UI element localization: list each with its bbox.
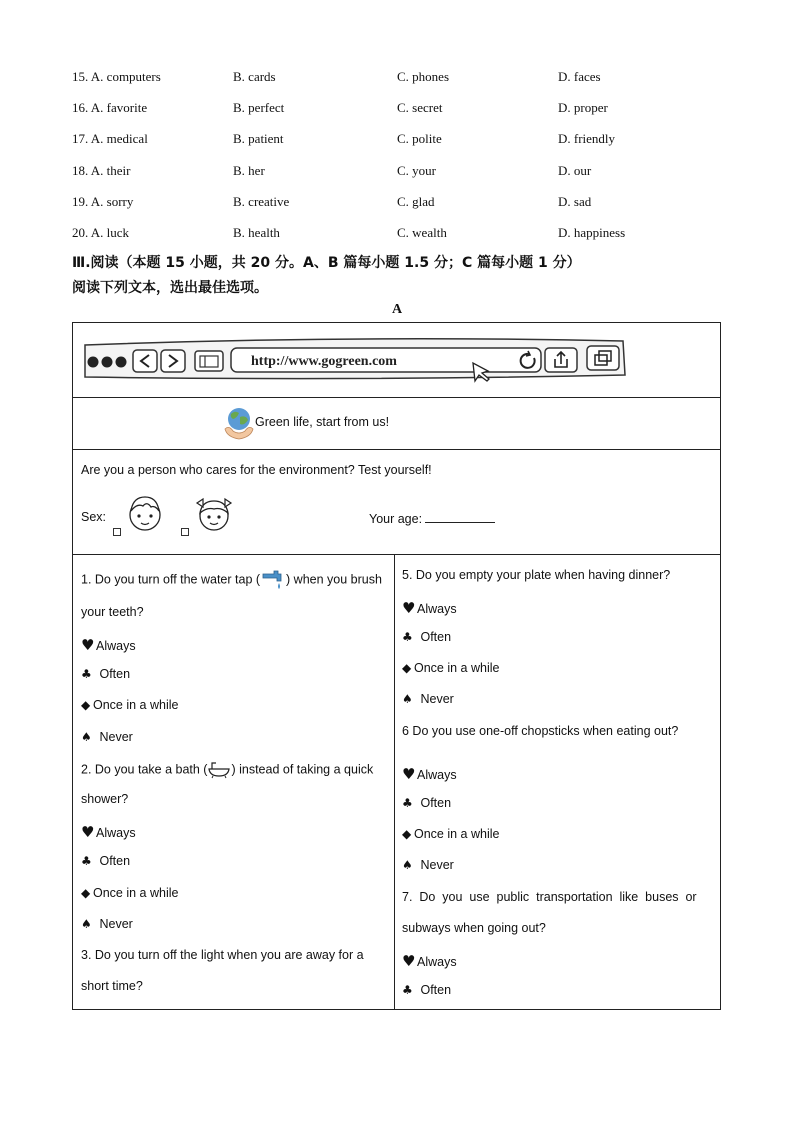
question-2-line-1 xyxy=(81,761,386,779)
option-often[interactable] xyxy=(402,630,451,644)
option-c: C. secret xyxy=(397,100,443,116)
option-a: 19. A. sorry xyxy=(72,193,134,209)
option-label: Never xyxy=(420,692,454,706)
question-7-line-1: 7. Do you use public transportation like buses or xyxy=(402,890,697,904)
option-d: D. our xyxy=(558,162,592,178)
option-a: 15. A. computers xyxy=(72,69,161,84)
option-c: C. polite xyxy=(397,131,442,147)
spade-icon: ♠ xyxy=(402,858,413,872)
questions-right-column xyxy=(394,554,720,1009)
option-a: 17. A. medical xyxy=(72,131,148,147)
passage-label: A xyxy=(391,302,403,317)
question-7-line-2: subways when going out? xyxy=(402,921,546,935)
option-label: Often xyxy=(420,630,452,644)
option-always[interactable] xyxy=(81,823,136,841)
option-never[interactable] xyxy=(81,730,133,744)
slogan-text: Green life, start from us! xyxy=(255,415,390,429)
spade-icon: ♠ xyxy=(402,692,413,706)
option-b: B. perfect xyxy=(233,100,285,116)
sex-boy-checkbox[interactable] xyxy=(113,528,121,536)
mcq-row-15 xyxy=(72,66,722,97)
spade-icon: ♠ xyxy=(81,917,92,931)
option-d: D. faces xyxy=(558,69,601,84)
age-label-text: Your age: xyxy=(369,512,423,526)
option-d: D. happiness xyxy=(558,224,626,240)
option-label: Always xyxy=(417,955,457,969)
option-once-in-a-while[interactable] xyxy=(81,886,178,900)
option-d: D. friendly xyxy=(558,131,616,147)
option-d: D. sad xyxy=(558,193,592,209)
option-d: D. proper xyxy=(558,100,608,116)
question-3-line-2: short time? xyxy=(81,979,143,993)
option-label: Once in a while xyxy=(414,661,500,675)
option-once-in-a-while[interactable] xyxy=(81,698,178,712)
question-1-line-1 xyxy=(81,568,386,592)
option-label: Often xyxy=(99,854,131,868)
option-c: C. glad xyxy=(397,193,435,209)
option-b: B. her xyxy=(233,162,265,178)
option-often[interactable] xyxy=(402,796,451,810)
option-often[interactable] xyxy=(81,667,130,681)
question-3-line-1: 3. Do you turn off the light when you are away for a xyxy=(81,948,364,962)
question-5-line-1: 5. Do you empty your plate when having dinner? xyxy=(402,568,671,582)
water-tap-icon xyxy=(260,568,286,592)
passage-a-frame xyxy=(72,322,721,1010)
option-label: Never xyxy=(99,917,133,931)
option-always[interactable] xyxy=(402,952,457,970)
heart-icon: ♥ xyxy=(81,823,95,841)
diamond-icon: ◆ xyxy=(402,827,412,841)
option-label: Always xyxy=(417,768,457,782)
option-label: Often xyxy=(99,667,131,681)
option-c: C. phones xyxy=(397,69,449,84)
mcq-row-16 xyxy=(72,97,722,128)
browser-row xyxy=(73,323,720,398)
question-2-line-2: shower? xyxy=(81,792,129,806)
option-label: Always xyxy=(417,602,457,616)
section-title: Ⅲ.阅读（本题 15 小题，共 20 分。A、B 篇每小题 1.5 分；C 篇每小题 1 分） xyxy=(72,255,581,271)
option-always[interactable] xyxy=(81,636,136,654)
mcq-row-18 xyxy=(72,160,722,191)
option-a: 18. A. their xyxy=(72,162,131,178)
section-instruction: 阅读下列文本，选出最佳选项。 xyxy=(72,280,268,296)
heart-icon: ♥ xyxy=(402,952,416,970)
option-often[interactable] xyxy=(81,854,130,868)
heart-icon: ♥ xyxy=(402,765,416,783)
sex-girl-checkbox[interactable] xyxy=(181,528,189,536)
slogan-row xyxy=(73,397,720,450)
option-label: Often xyxy=(420,983,452,997)
option-b: B. patient xyxy=(233,131,284,147)
heart-icon: ♥ xyxy=(402,599,416,617)
club-icon: ♣ xyxy=(402,796,413,810)
option-b: B. health xyxy=(233,224,280,240)
mcq-row-19 xyxy=(72,191,722,222)
test-intro-text: Are you a person who cares for the environment? Test yourself! xyxy=(81,463,432,477)
window-dot-icon xyxy=(116,357,127,368)
mcq-row-20 xyxy=(72,222,722,253)
option-label: Always xyxy=(96,826,136,840)
globe-in-hands-icon xyxy=(223,405,255,441)
heart-icon: ♥ xyxy=(81,636,95,654)
questions-left-column xyxy=(73,554,395,1009)
option-c: C. wealth xyxy=(397,224,447,240)
diamond-icon: ◆ xyxy=(402,661,412,675)
option-label: Often xyxy=(420,796,452,810)
boy-face-icon xyxy=(125,491,165,535)
spade-icon: ♠ xyxy=(81,730,92,744)
club-icon: ♣ xyxy=(402,630,413,644)
option-label: Always xyxy=(96,639,136,653)
window-dot-icon xyxy=(102,357,113,368)
question-6-line-1: 6 Do you use one-off chopsticks when eating out? xyxy=(402,724,679,738)
option-label: Once in a while xyxy=(93,698,179,712)
age-input-line[interactable] xyxy=(425,510,495,523)
question-text: ) instead of taking a quick xyxy=(231,762,374,777)
mcq-row-17 xyxy=(72,128,722,159)
option-a: 16. A. favorite xyxy=(72,100,148,116)
bathtub-icon xyxy=(207,761,231,779)
question-text: 2. Do you take a bath ( xyxy=(81,762,208,777)
option-label: Never xyxy=(99,730,133,744)
question-text: ) when you brush xyxy=(286,572,382,587)
option-always[interactable] xyxy=(402,599,457,617)
option-c: C. your xyxy=(397,162,436,178)
diamond-icon: ◆ xyxy=(81,886,91,900)
option-label: Never xyxy=(420,858,454,872)
option-never[interactable] xyxy=(402,858,454,872)
option-never[interactable] xyxy=(402,692,454,706)
option-once-in-a-while[interactable] xyxy=(402,827,499,841)
url-text: http://www.gogreen.com xyxy=(251,354,397,369)
mcq-options xyxy=(72,66,722,253)
diamond-icon: ◆ xyxy=(81,698,91,712)
option-always[interactable] xyxy=(402,765,457,783)
option-often[interactable] xyxy=(402,983,451,997)
club-icon: ♣ xyxy=(402,983,413,997)
option-once-in-a-while[interactable] xyxy=(402,661,499,675)
question-1-line-2: your teeth? xyxy=(81,605,144,619)
club-icon: ♣ xyxy=(81,667,92,681)
club-icon: ♣ xyxy=(81,854,92,868)
test-intro-row xyxy=(73,449,720,555)
age-label xyxy=(369,510,495,526)
browser-toolbar-illustration xyxy=(83,337,628,383)
option-b: B. cards xyxy=(233,69,276,84)
option-never[interactable] xyxy=(81,917,133,931)
option-label: Once in a while xyxy=(93,886,179,900)
option-a: 20. A. luck xyxy=(72,224,130,240)
option-label: Once in a while xyxy=(414,827,500,841)
girl-face-icon xyxy=(193,493,235,535)
question-text: 1. Do you turn off the water tap ( xyxy=(81,572,261,587)
tabs-icon xyxy=(595,355,607,365)
option-b: B. creative xyxy=(233,193,290,209)
window-dot-icon xyxy=(88,357,99,368)
sex-label: Sex: xyxy=(81,510,107,524)
